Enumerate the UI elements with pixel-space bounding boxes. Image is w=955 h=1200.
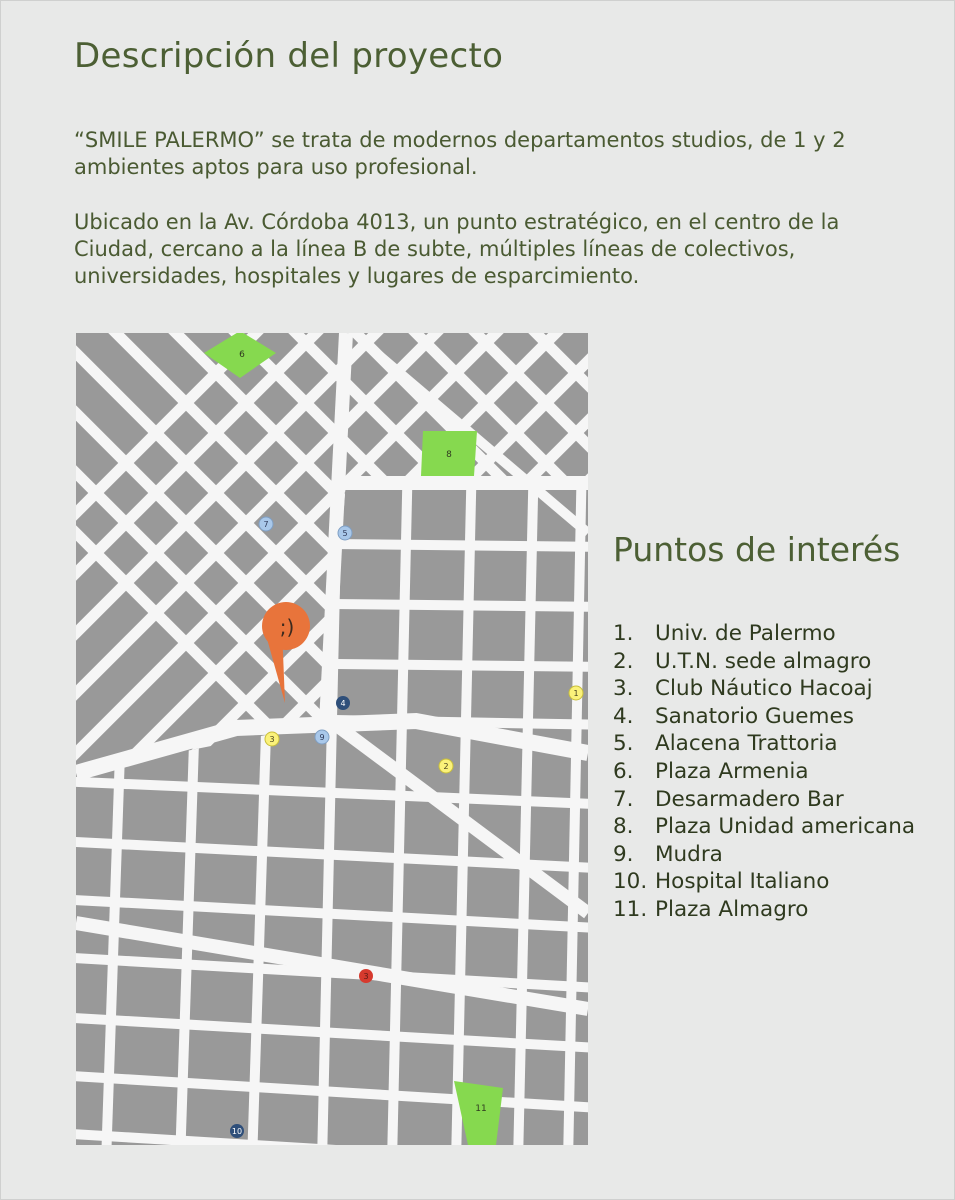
poi-label: Desarmadero Bar <box>655 786 844 812</box>
poi-item <box>613 675 915 703</box>
poi-number: 3. <box>613 676 634 702</box>
marker-7-desarmadero-bar[interactable] <box>259 517 273 531</box>
svg-text:5: 5 <box>342 529 348 538</box>
svg-text:2: 2 <box>443 762 449 771</box>
pin-label: ;) <box>279 615 295 639</box>
poi-number: 4. <box>613 703 634 729</box>
page-title: Descripción del proyecto <box>74 36 504 76</box>
poi-item <box>613 841 915 869</box>
svg-text:7: 7 <box>263 520 269 529</box>
poi-item <box>613 868 915 896</box>
poi-item <box>613 786 915 814</box>
marker-10-hospital-italiano[interactable] <box>230 1124 244 1138</box>
svg-text:10: 10 <box>231 1127 243 1136</box>
poi-number: 11. <box>613 896 648 922</box>
poi-item <box>613 620 915 648</box>
poi-label: Univ. de Palermo <box>655 621 836 646</box>
park-6-label: 6 <box>239 350 245 360</box>
poi-item <box>613 758 915 786</box>
description-paragraph-1: “SMILE PALERMO” se trata de modernos departamentos studios, de 1 y 2 ambientes aptos para uso profesional. <box>74 128 846 179</box>
poi-number: 6. <box>613 758 634 784</box>
poi-number: 2. <box>613 648 634 674</box>
poi-item <box>613 896 915 924</box>
poi-number: 9. <box>613 841 634 867</box>
svg-text:3: 3 <box>269 735 275 744</box>
marker-4-sanatorio-guemes[interactable] <box>336 696 350 710</box>
marker-2-utn[interactable] <box>439 759 453 773</box>
poi-label: Plaza Unidad americana <box>655 814 916 840</box>
park-8-label: 8 <box>446 450 452 460</box>
project-description <box>74 127 894 318</box>
poi-label: Club Náutico Hacoaj <box>655 676 873 702</box>
location-map[interactable] <box>76 333 588 1145</box>
marker-3-club-nautico[interactable] <box>265 732 279 746</box>
marker-5-alacena-trattoria[interactable] <box>338 526 352 540</box>
poi-label: Plaza Armenia <box>655 758 809 784</box>
marker-1-univ-palermo[interactable] <box>569 686 583 700</box>
poi-label: Hospital Italiano <box>655 869 830 895</box>
poi-label: U.T.N. sede almagro <box>655 648 872 674</box>
poi-number: 7. <box>613 786 634 812</box>
poi-number: 10. <box>613 869 648 895</box>
poi-label: Mudra <box>655 841 723 867</box>
marker-red[interactable] <box>359 969 373 983</box>
park-11-label: 11 <box>475 1104 487 1114</box>
points-of-interest-list <box>613 620 915 924</box>
poi-number: 1. <box>613 621 634 646</box>
marker-9-mudra[interactable] <box>315 730 329 744</box>
svg-text:4: 4 <box>340 699 346 708</box>
svg-text:1: 1 <box>573 689 579 698</box>
description-paragraph-2: Ubicado en la Av. Córdoba 4013, un punto estratégico, en el centro de la Ciudad, cercano a la línea B de subte, múltiples líneas de colectivos, universidades, hospitales y lugares de esparcimiento. <box>74 210 840 288</box>
points-of-interest-title: Puntos de interés <box>613 530 901 569</box>
poi-number: 5. <box>613 731 634 757</box>
poi-label: Sanatorio Guemes <box>655 703 854 729</box>
svg-text:9: 9 <box>319 733 325 742</box>
poi-label: Alacena Trattoria <box>655 731 838 757</box>
poi-item <box>613 648 915 676</box>
poi-number: 8. <box>613 814 634 840</box>
poi-item <box>613 730 915 758</box>
poi-item <box>613 813 915 841</box>
poi-item <box>613 703 915 731</box>
svg-text:3: 3 <box>363 972 369 981</box>
poi-label: Plaza Almagro <box>655 896 809 922</box>
